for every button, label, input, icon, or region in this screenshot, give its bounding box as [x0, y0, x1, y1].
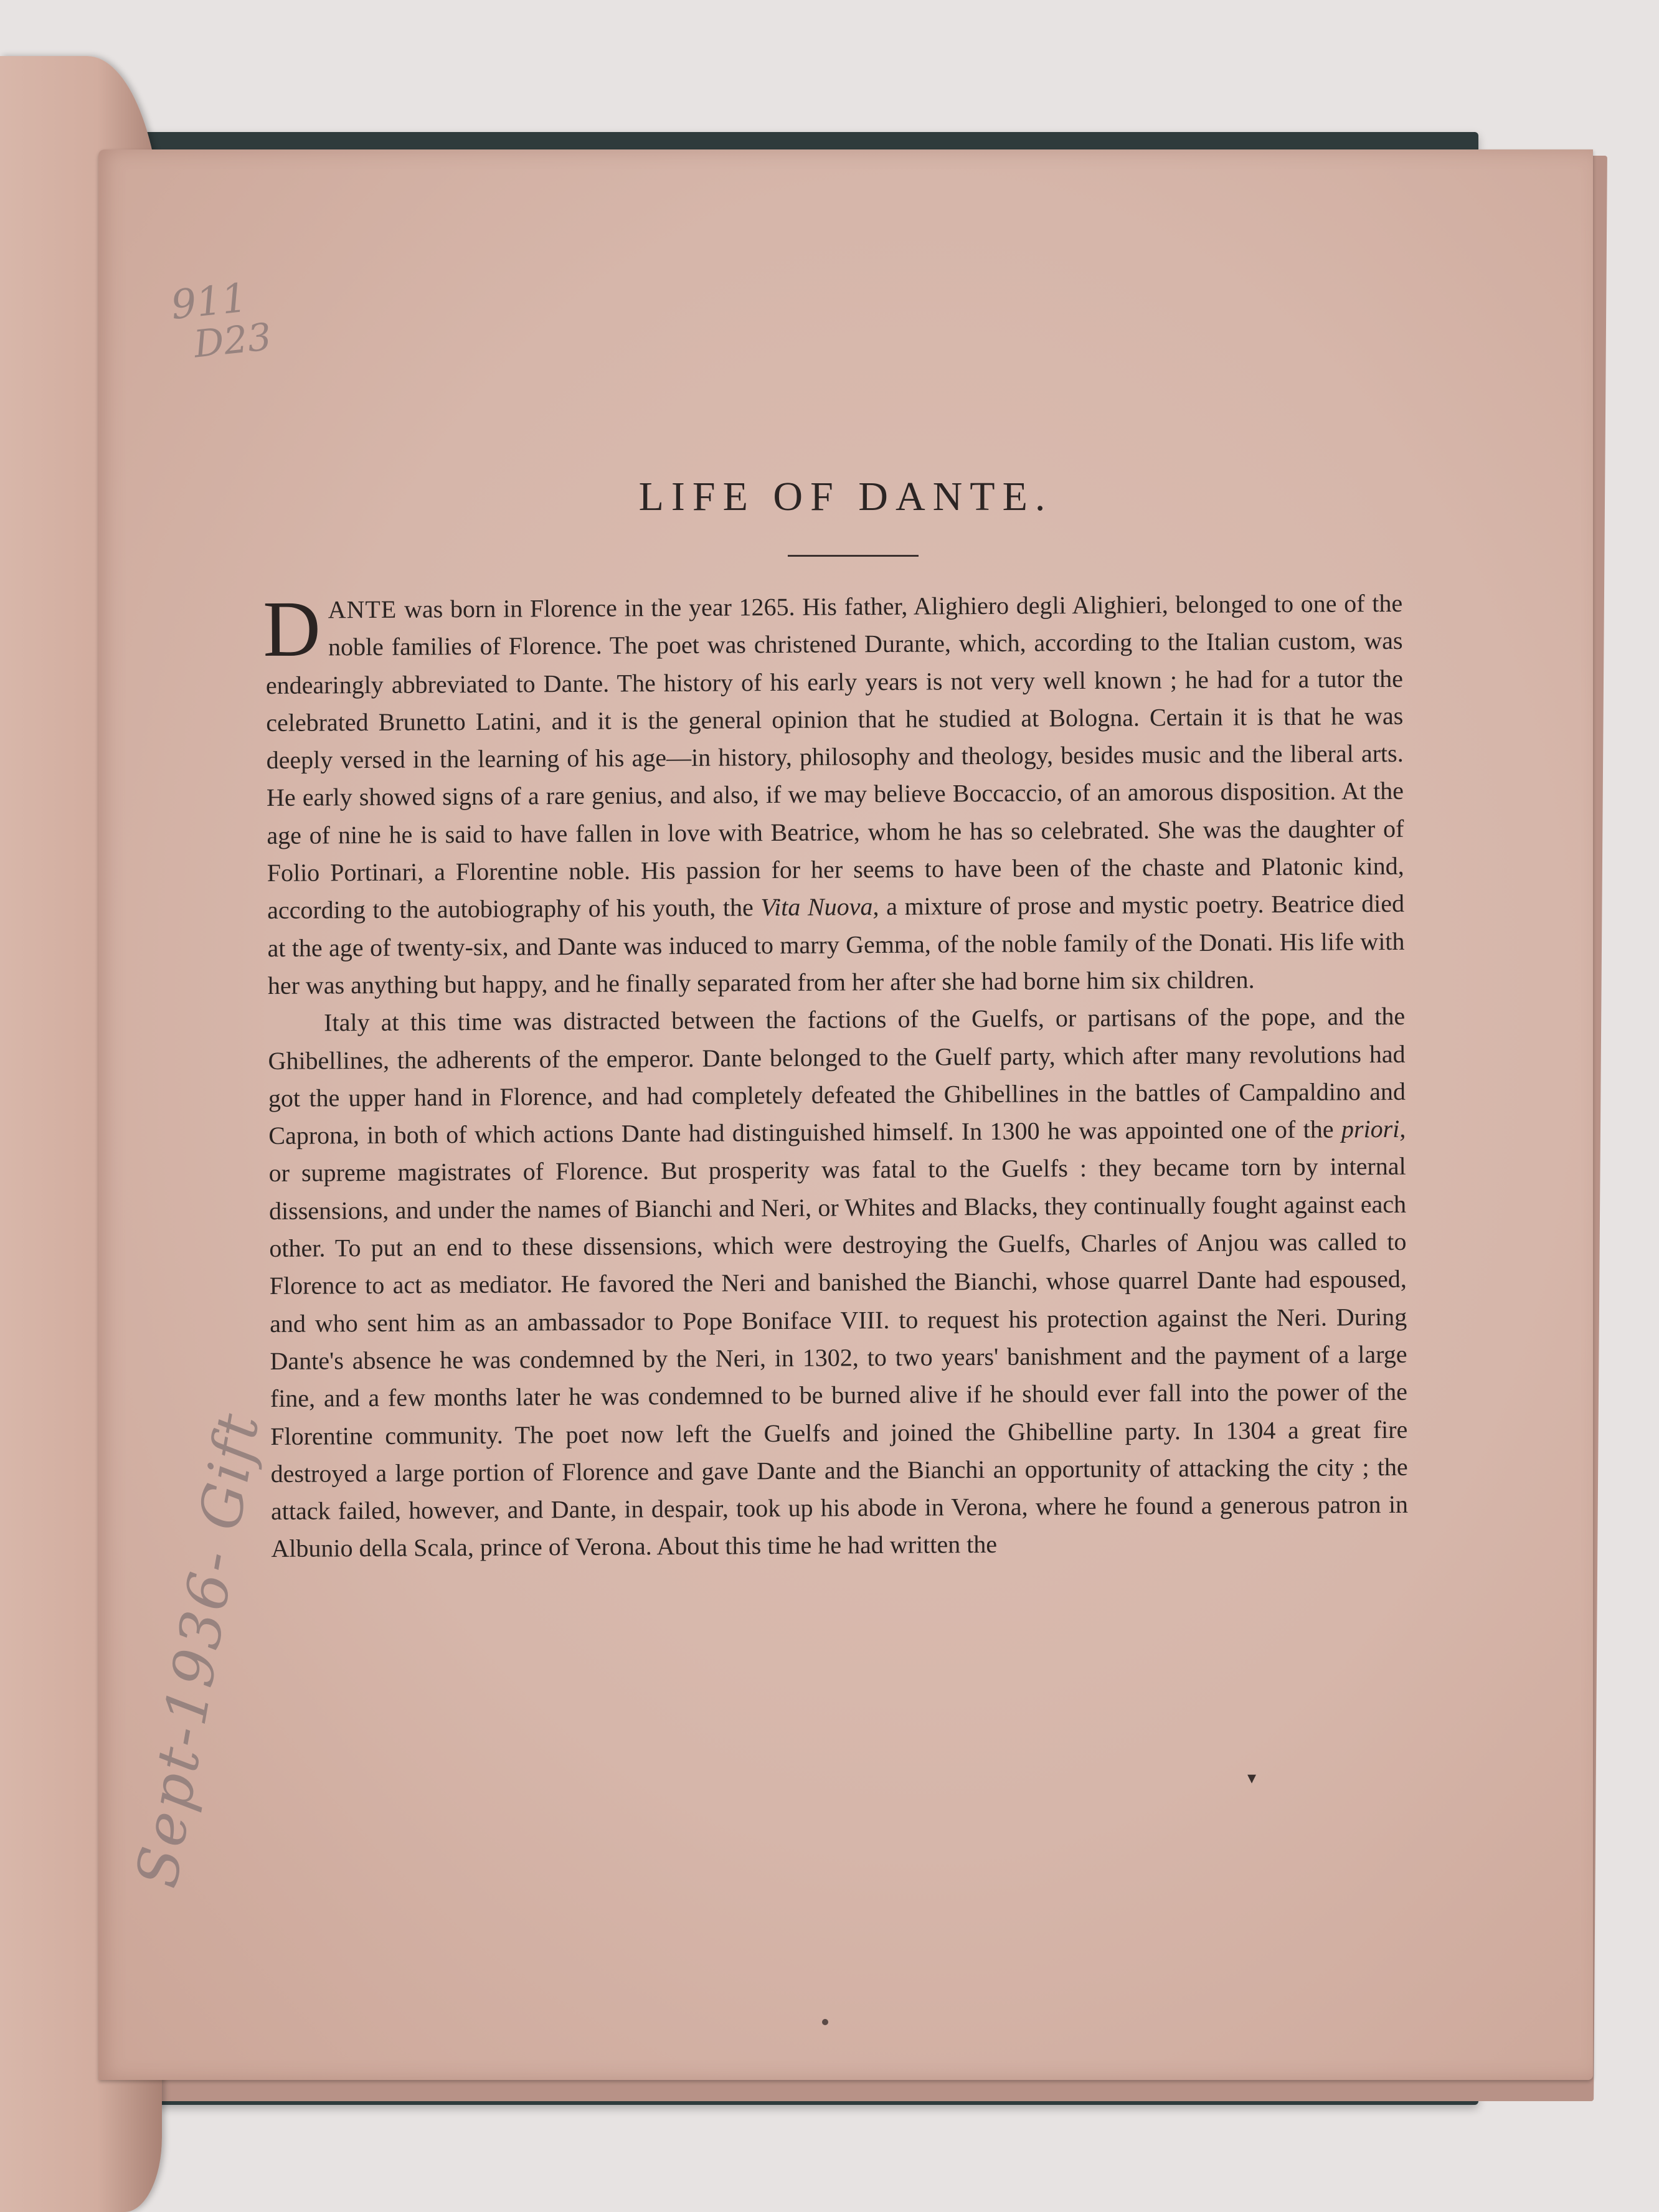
- paragraph-1-text-b: a mixture of prose and mystic poetry. Beatrice died at the age of twenty-six, and Dante was induced to marry Gemma, of the noble family of the Donati. His life with her was anything but happy, and he finally separated from her after she had borne him six children.: [267, 889, 1405, 1000]
- page-title: LIFE OF DANTE.: [638, 474, 1053, 519]
- body-text: [262, 584, 1409, 1568]
- title-rule: [788, 555, 919, 557]
- call-number-line2: D23: [192, 314, 274, 367]
- signature-mark: ▾: [1247, 1769, 1257, 1788]
- paragraph-2-text-b: or supreme magistrates of Florence. But prosperity was fatal to the Guelfs : they became torn by internal dissensions, and under the names of Bianchi and Neri, or Whites and Blacks, they continually fought against each other. To put an end to these dissensions, which were destroying the Guelfs, Charles of Anjou was called to Florence to act as mediator. He favored the Neri and banished the Bianchi, whose quarrel Dante had espoused, and who sent him as an ambassador to Pope Boniface VIII. to request his protection against the Neri. During Dante's absence he was condemned by the Neri, in 1302, to two years' banishment and the payment of a large fine, and a few months later he was condemned to be burned alive if he should ever fall into the power of the Florentine community. The poet now left the Guelfs and joined the Ghibelline party. In 1304 a great fire destroyed a large portion of Florence and gave Dante and the Bianchi an opportunity of attacking the city ; the attack failed, however, and Dante, in despair, took up his abode in Verona, where he found a generous patron in Albunio della Scala, prince of Verona. About this time he had written the: [268, 1152, 1409, 1563]
- call-number-line1: 911: [169, 275, 250, 329]
- paragraph-1: [262, 584, 1405, 1004]
- speck-dot: [822, 2019, 828, 2025]
- paragraph-2-text-a: Italy at this time was distracted between the factions of the Guelfs, or partisans of the pope, and the Ghibellines, the adherents of the emperor. Dante belonged to the Guelf party, which after many revolutions had got the upper hand in Florence, and had completely defeated the Ghibellines in the battles of Campaldino and Caprona, in both of which actions Dante had distinguished himself. In 1300 he was appointed one of the: [268, 1002, 1406, 1150]
- pencil-call-number: [169, 275, 273, 367]
- drop-cap: D: [262, 584, 321, 674]
- paragraph-2-italic: priori,: [1341, 1114, 1406, 1143]
- paragraph-1-lead: ANTE: [328, 595, 397, 624]
- paragraph-1-text-a: was born in Florence in the year 1265. His father, Alighiero degli Alighieri, belonged to one of the noble families of Florence. The poet was christened Durante, which, according to the Italian custom, was endearingly abbreviated to Dante. The history of his early years is not very well known ; he had for a tutor the celebrated Brunetto Latini, and it is the general opinion that he studied at Bologna. Certain it is that he was deeply versed in the learning of his age—in history, philosophy and theology, besides music and the liberal arts. He early showed signs of a rare genius, and also, if we may believe Boccaccio, of an amorous disposition. At the age of nine he is said to have fallen in love with Beatrice, whom he has so celebrated. She was the daughter of Folio Portinari, a Florentine noble. His passion for her seems to have been of the chaste and Platonic kind, according to the autobiography of his youth, the: [265, 588, 1404, 925]
- paragraph-1-italic: Vita Nuova,: [760, 892, 879, 922]
- paragraph-2: [268, 998, 1408, 1568]
- right-page: [98, 149, 1593, 2080]
- pencil-gift-note: Sept-1936- Gift: [123, 1406, 273, 1893]
